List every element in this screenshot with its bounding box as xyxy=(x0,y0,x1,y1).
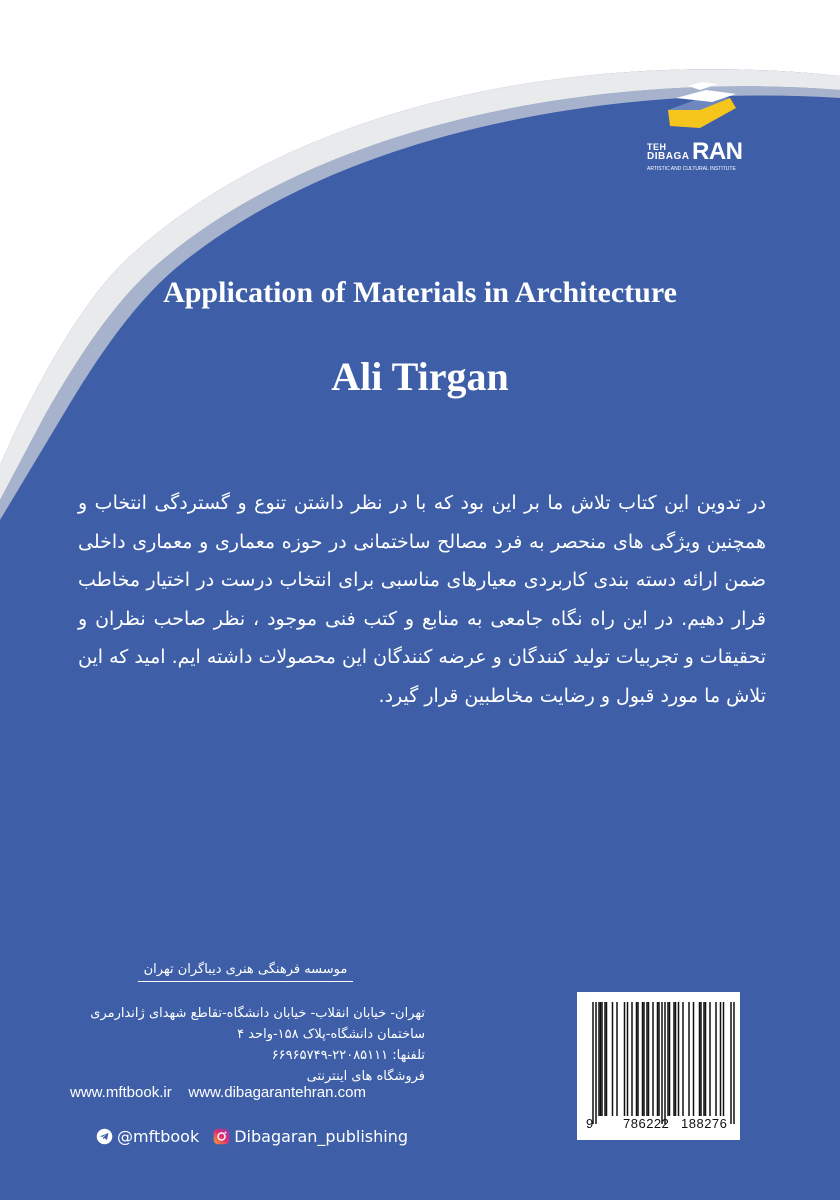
publisher-contact xyxy=(50,1003,425,1087)
barcode-bar xyxy=(616,1002,618,1116)
barcode-bar xyxy=(669,1002,671,1116)
barcode-bar xyxy=(601,1002,603,1116)
barcode-bar xyxy=(678,1002,680,1116)
book-title: Application of Materials in Architecture xyxy=(163,276,677,309)
barcode-bar xyxy=(598,1002,600,1116)
barcode-bar xyxy=(688,1002,690,1116)
barcode-bar xyxy=(675,1002,677,1116)
barcode-bar xyxy=(648,1002,650,1116)
barcode-bar xyxy=(699,1002,701,1116)
logo-text-dibaga: DIBAGA xyxy=(647,151,690,162)
isbn-number xyxy=(577,1116,740,1136)
barcode-bar xyxy=(637,1002,639,1116)
barcode-bar xyxy=(600,1002,602,1116)
isbn-first-digit: 9 xyxy=(586,1116,594,1131)
publisher-logo xyxy=(647,80,755,180)
barcode-bar xyxy=(661,1002,663,1124)
isbn-middle-digits: 786222 xyxy=(623,1116,670,1131)
address-line-1: تهران- خیابان انقلاب- خیابان دانشگاه-تقاطع شهدای ژاندارمری xyxy=(90,1006,425,1021)
logo-text-ran: RAN xyxy=(692,138,743,165)
instagram-icon xyxy=(213,1128,230,1145)
barcode-bar xyxy=(703,1002,705,1116)
barcode-bar xyxy=(720,1002,722,1116)
barcode-bar xyxy=(658,1002,660,1116)
isbn-last-digits: 188276 xyxy=(681,1116,728,1131)
publisher-name: موسسه فرهنگی هنری دیباگران تهران xyxy=(138,962,353,982)
telegram-icon xyxy=(96,1128,113,1145)
barcode-bar xyxy=(664,1002,666,1124)
phone-numbers: تلفنها: ۲۲۰۸۵۱۱۱-۶۶۹۶۵۷۴۹ xyxy=(271,1048,425,1063)
telegram-handle[interactable]: @mftbook xyxy=(117,1126,200,1146)
barcode-bar xyxy=(673,1002,675,1116)
barcode-bar xyxy=(657,1002,659,1116)
barcode-bar xyxy=(709,1002,711,1116)
barcode-bar xyxy=(606,1002,608,1116)
barcode-bar xyxy=(624,1002,626,1116)
barcode-bar xyxy=(646,1002,648,1116)
barcode-bar xyxy=(723,1002,725,1116)
barcode-bar xyxy=(595,1002,597,1124)
social-links xyxy=(96,1124,408,1148)
dibagaran-logo-icon xyxy=(660,80,740,140)
instagram-handle[interactable]: Dibagaran_publishing xyxy=(234,1126,408,1146)
barcode-bar xyxy=(604,1002,606,1116)
barcode-bar xyxy=(733,1002,735,1124)
barcode-bar xyxy=(700,1002,702,1116)
barcode-bar xyxy=(667,1002,669,1116)
barcode-bar xyxy=(642,1002,644,1116)
barcode-bar xyxy=(636,1002,638,1116)
logo-text-teh: TEH xyxy=(647,142,667,152)
barcode-bar xyxy=(643,1002,645,1116)
websites xyxy=(70,1084,430,1101)
barcode-bar xyxy=(705,1002,707,1116)
online-stores-label: فروشگاه های اینترنتی xyxy=(306,1069,425,1084)
isbn-barcode xyxy=(577,992,740,1140)
barcode-bar xyxy=(693,1002,695,1116)
logo-subtitle: ARTISTIC AND CULTURAL INSTITUTE xyxy=(647,166,736,172)
barcode-bar xyxy=(631,1002,633,1116)
barcode-bar xyxy=(730,1002,732,1124)
barcode-bar xyxy=(652,1002,654,1116)
website-dibagaran[interactable]: www.dibagarantehran.com xyxy=(188,1084,366,1101)
address-line-2: ساختمان دانشگاه-پلاک ۱۵۸-واحد ۴ xyxy=(237,1027,425,1042)
barcode-bar xyxy=(612,1002,614,1116)
website-mftbook[interactable]: www.mftbook.ir xyxy=(70,1084,172,1101)
barcode-bar xyxy=(592,1002,594,1124)
book-description: در تدوین این کتاب تلاش ما بر این بود که با در نظر داشتن تنوع و گستردگی انتخاب و همچنین ویژگی های منحصر به فرد مصالح ساختمانی در حوزه معماری و معماری داخلی ضمن ارائه دسته بندی کاربردی معیارهای مناسبی برای انتخاب درست در اختیار مخاطب قرار دهیم. در این راه نگاه جامعی به منابع و کتب فنی موجود ، نظر صاحب نظران و تحقیقات و تجربیات تولید کنندگان و عرضه کنندگان این محصولات داشته ایم. امید که این تلاش ما مورد قبول و رضایت مخاطبین قرار گیرد. xyxy=(78,492,766,707)
barcode-bar xyxy=(627,1002,629,1116)
author-name: Ali Tirgan xyxy=(331,354,509,399)
logo-wordmark xyxy=(647,140,757,176)
barcode-bar xyxy=(682,1002,684,1116)
barcode-bar xyxy=(715,1002,717,1116)
